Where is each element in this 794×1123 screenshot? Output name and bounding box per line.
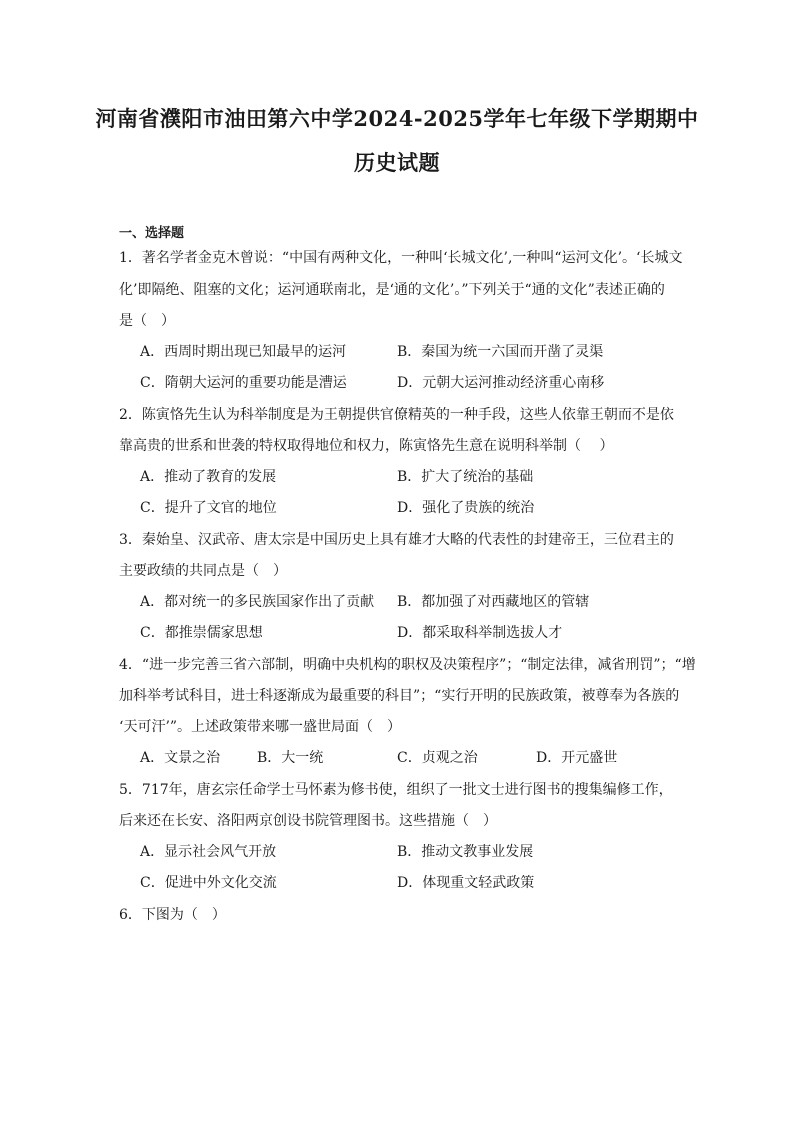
question-text: 3．秦始皇、汉武帝、唐太宗是中国历史上具有雄才大略的代表性的封建帝王，三位君主的 bbox=[119, 532, 674, 548]
question-text: 是（ ） bbox=[119, 313, 175, 329]
option-c[interactable]: C．都推崇儒家思想 bbox=[140, 625, 263, 641]
option-d[interactable]: D．强化了贵族的统治 bbox=[397, 500, 535, 516]
question-text: 后来还在长安、洛阳两京创设书院管理图书。这些措施（ ） bbox=[119, 813, 497, 829]
option-d[interactable]: D．开元盛世 bbox=[536, 750, 618, 766]
option-a[interactable]: A．都对统一的多民族国家作出了贡献 bbox=[140, 594, 375, 610]
exam-title: 河南省濮阳市油田第六中学2024-2025学年七年级下学期期中 bbox=[95, 106, 699, 131]
section-heading: 一、选择题 bbox=[119, 226, 185, 241]
option-d[interactable]: D．都采取科举制选拔人才 bbox=[397, 625, 563, 641]
option-c[interactable]: C．提升了文官的地位 bbox=[140, 500, 277, 516]
question-text: 5．717年，唐玄宗任命学士马怀素为修书使，组织了一批文士进行图书的搜集编修工作， bbox=[119, 782, 673, 798]
question-text: 靠高贵的世系和世袭的特权取得地位和权力，陈寅恪先生意在说明科举制（ ） bbox=[119, 438, 614, 454]
option-d[interactable]: D．元朝大运河推动经济重心南移 bbox=[397, 375, 605, 391]
option-c[interactable]: C．促进中外文化交流 bbox=[140, 875, 277, 891]
question-text: 1．著名学者金克木曾说：“中国有两种文化，一种叫‘长城文化’,一种叫“运河文化’。‘长城文 bbox=[119, 250, 683, 266]
option-a[interactable]: A．西周时期出现已知最早的运河 bbox=[140, 344, 347, 360]
option-b[interactable]: B．推动文教事业发展 bbox=[397, 844, 534, 860]
exam-subtitle: 历史试题 bbox=[354, 150, 440, 175]
option-a[interactable]: A．显示社会风气开放 bbox=[140, 844, 277, 860]
question-text: 2．陈寅恪先生认为科举制度是为王朝提供官僚精英的一种手段，这些人依靠王朝而不是依 bbox=[119, 407, 674, 423]
question-text: 主要政绩的共同点是（ ） bbox=[119, 563, 287, 579]
option-b[interactable]: B．扩大了统治的基础 bbox=[397, 469, 534, 485]
option-a[interactable]: A．推动了教育的发展 bbox=[140, 469, 277, 485]
question-text: 6．下图为（ ） bbox=[119, 907, 226, 923]
option-a[interactable]: A．文景之治 bbox=[140, 750, 221, 766]
option-c[interactable]: C．贞观之治 bbox=[397, 750, 478, 766]
option-b[interactable]: B．都加强了对西藏地区的管辖 bbox=[397, 594, 590, 610]
option-b[interactable]: B．大一统 bbox=[257, 750, 324, 766]
question-text: 4．“进一步完善三省六部制，明确中央机构的职权及决策程序”；“制定法律，减省刑罚”；“增 bbox=[119, 657, 696, 673]
question-text: 化’即隔绝、阻塞的文化；运河通联南北，是‘通的文化’。”下列关于“通的文化”表述正确的 bbox=[119, 282, 665, 298]
question-text: ‘天可汗’”。上述政策带来哪一盛世局面（ ） bbox=[119, 719, 402, 735]
option-c[interactable]: C．隋朝大运河的重要功能是漕运 bbox=[140, 375, 347, 391]
question-text: 加科举考试科目，进士科逐渐成为最重要的科目”；“实行开明的民族政策，被尊奉为各族的 bbox=[119, 688, 680, 704]
option-b[interactable]: B．秦国为统一六国而开凿了灵渠 bbox=[397, 344, 604, 360]
option-d[interactable]: D．体现重文轻武政策 bbox=[397, 875, 535, 891]
